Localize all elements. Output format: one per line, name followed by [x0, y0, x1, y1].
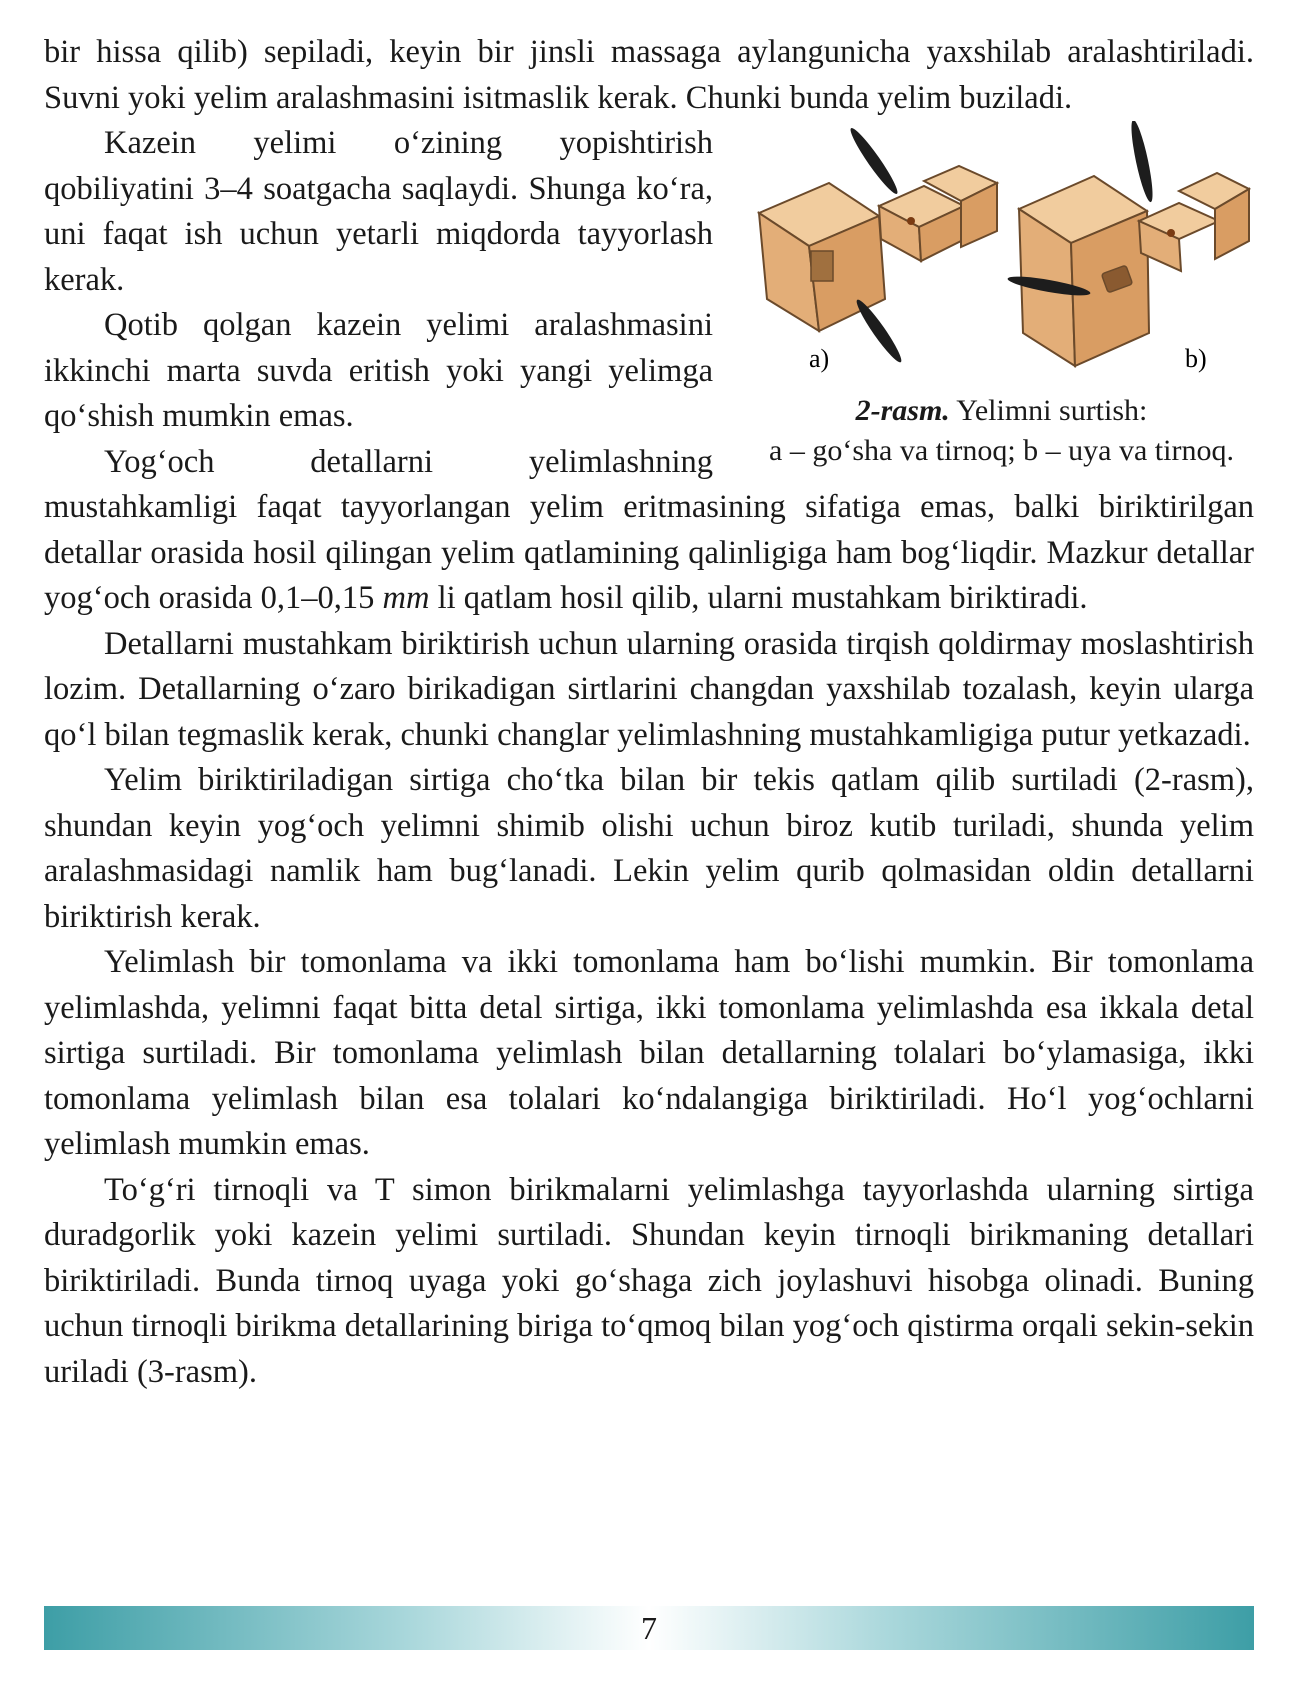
- paragraph-5: Yelim biriktiriladigan sirtiga cho‘tka bilan bir tekis qatlam qilib surtiladi (2-rasm), shundan keyin yog‘och yelimni shimib olishi uchun biroz kutib turiladi, shunda yelim aralashmasidagi namlik ham bug‘lanadi. Lekin yelim qurib qolmasidan oldin detallarni biriktirish kerak.: [44, 762, 1254, 935]
- paragraph-1: Kazein yelimi o‘zining yopishtirish qobiliyatini 3–4 soatgacha saqlaydi. Shunga ko‘ra, uni faqat ish uchun yetarli miqdorda tayyorlash kerak.: [44, 125, 713, 298]
- page-content: [44, 30, 1254, 1395]
- figure-caption: [749, 391, 1254, 471]
- paragraph-2: Qotib qolgan kazein yelimi aralashmasini ikkinchi marta suvda eritish yoki yangi yelimga qo‘shish mumkin emas.: [44, 307, 713, 434]
- footer-band: [44, 1606, 1254, 1650]
- joint-a-drawing: [759, 125, 997, 366]
- paragraph-3-part-a: Yog‘och detallarni yelimlashning mustahkamligi faqat tayyorlangan yelim eritmasining sifatiga emas, balki biriktirilgan detallar orasida hosil qilingan yelim qatlamining qalinligiga ham bog‘liqdir. Mazkur detallar yog‘och orasida 0,1–0,15: [44, 443, 1254, 616]
- page-number: 7: [641, 1610, 657, 1646]
- unit-mm: mm: [382, 580, 430, 616]
- caption-line-2: a – go‘sha va tirnoq; b – uya va tirnoq.: [769, 434, 1234, 467]
- paragraph-intro: bir hissa qilib) sepiladi, keyin bir jinsli massaga aylangunicha yaxshilab aralashtiriladi. Suvni yoki yelim aralashmasini isitmaslik kerak. Chunki bunda yelim buziladi.: [44, 34, 1254, 116]
- paragraph-7: To‘g‘ri tirnoqli va T simon birikmalarni yelimlashga tayyorlashda ularning sirtiga duradgorlik yoki kazein yelimi surtiladi. Shundan keyin tirnoqli birikmaning detallari biriktiriladi. Bunda tirnoq uyaga yoki go‘shaga zich joylashuvi hisobga olinadi. Buning uchun tirnoqli birikma detallarining biriga to‘qmoq bilan yog‘och qistirma orqali sekin-sekin uriladi (3-rasm).: [44, 1171, 1254, 1390]
- glue-application-illustration: [749, 121, 1254, 383]
- figure-2: [749, 121, 1254, 471]
- paragraph-4: Detallarni mustahkam biriktirish uchun ularning orasida tirqish qoldirmay moslashtirish lozim. Detallarning o‘zaro birikadigan sirtlarini changdan yaxshilab tozalash, keyin ularga qo‘l bilan tegmaslik kerak, chunki changlar yelimlashning mustahkamligiga putur yetkazadi.: [44, 625, 1254, 753]
- label-a: a): [809, 344, 830, 373]
- label-b: b): [1185, 344, 1207, 373]
- caption-title: 2-rasm.: [855, 394, 950, 427]
- joint-b-drawing: [1007, 121, 1249, 366]
- caption-text: Yelimni surtish:: [949, 394, 1148, 427]
- paragraph-6: Yelimlash bir tomonlama va ikki tomonlama ham bo‘lishi mumkin. Bir tomonlama yelimlashda, yelimni faqat bitta detal sirtiga, ikki tomonlama yelimlashda esa ikkala detal sirtiga surtiladi. Bir tomonlama yelimlash bilan detallarning tolalari bo‘ylamasiga, ikki tomonlama yelimlash bilan esa tolalari ko‘ndalangiga biriktiriladi. Ho‘l yog‘ochlarni yelimlash mumkin emas.: [44, 944, 1254, 1162]
- paragraph-3-part-b: li qatlam hosil qilib, ularni mustahkam biriktiradi.: [429, 580, 1088, 616]
